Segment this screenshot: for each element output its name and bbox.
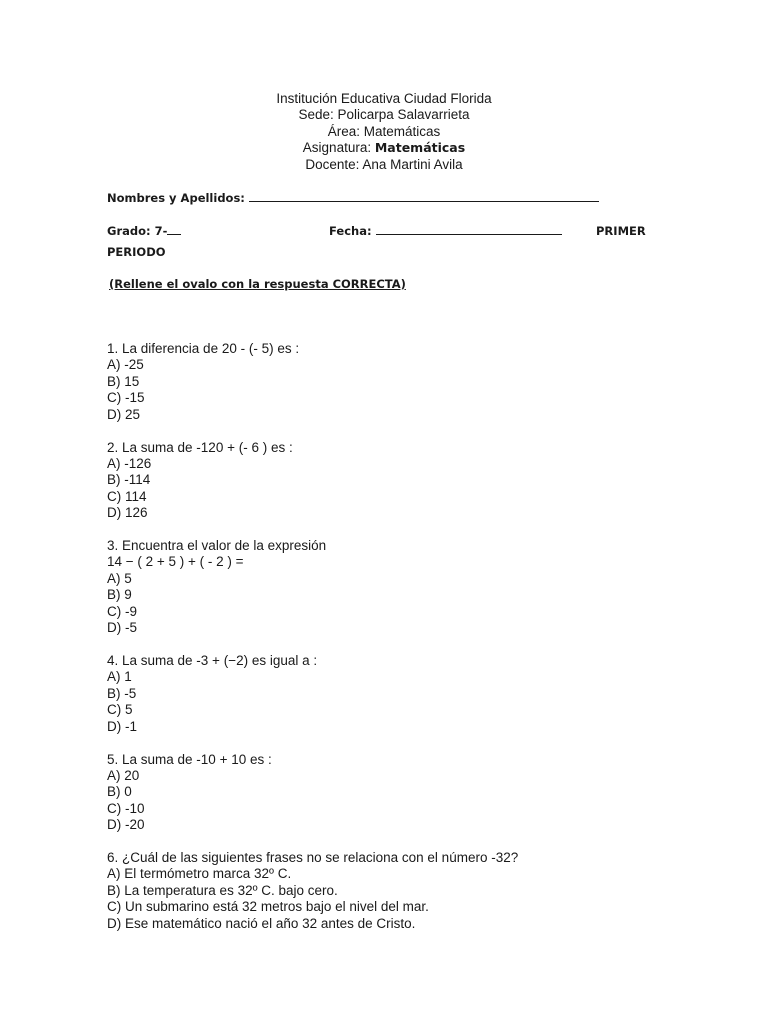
option-c[interactable]: C) -10	[107, 800, 145, 816]
question-text: 5. La suma de -10 + 10 es :	[107, 751, 272, 767]
option-d[interactable]: D) -5	[107, 620, 137, 636]
periodo-line-2: PERIODO	[107, 245, 166, 259]
option-c[interactable]: C) 5	[107, 702, 133, 718]
area-line: Área: Matemáticas	[327, 123, 441, 139]
option-b[interactable]: B) 9	[107, 587, 132, 603]
option-a[interactable]: A) El termómetro marca 32º C.	[107, 866, 292, 882]
asignatura-value: Matemáticas	[374, 140, 466, 156]
option-b[interactable]: B) -5	[107, 685, 137, 701]
instruction-text: (Rellene el ovalo con la respuesta CORRECTA)	[109, 277, 406, 291]
asignatura-line	[0, 140, 768, 156]
grado-label: Grado: 7-	[107, 224, 168, 238]
question-5	[107, 752, 727, 834]
sede-line: Sede: Policarpa Salavarrieta	[298, 107, 470, 123]
fecha-field	[329, 224, 562, 238]
asignatura-label: Asignatura:	[302, 140, 375, 156]
fecha-blank-line[interactable]	[376, 224, 562, 235]
option-d[interactable]: D) 126	[107, 505, 148, 521]
periodo-line-1: PRIMER	[596, 224, 646, 238]
docente-line: Docente: Ana Martini Avila	[305, 156, 463, 172]
question-text: 4. La suma de -3 + (−2) es igual a :	[107, 653, 318, 668]
names-label: Nombres y Apellidos:	[107, 191, 249, 205]
question-text: 2. La suma de -120 + (- 6 ) es :	[107, 439, 293, 455]
question-text: 1. La diferencia de 20 - (- 5) es :	[107, 341, 300, 356]
option-c[interactable]: C) 114	[107, 488, 147, 504]
question-text: 6. ¿Cuál de las siguientes frases no se relaciona con el número -32?	[107, 850, 519, 866]
option-b[interactable]: B) 0	[107, 784, 132, 800]
option-d[interactable]: D) -20	[107, 817, 145, 833]
document-header	[0, 91, 768, 173]
option-a[interactable]: A) 1	[107, 669, 132, 685]
question-6	[107, 850, 727, 932]
option-a[interactable]: A) 20	[107, 767, 140, 783]
option-d[interactable]: D) 25	[107, 406, 141, 422]
option-a[interactable]: A) 5	[107, 570, 132, 586]
option-a[interactable]: A) -126	[107, 455, 152, 471]
option-d[interactable]: D) Ese matemático nació el año 32 antes de Cristo.	[107, 915, 416, 931]
question-1	[107, 341, 727, 423]
question-4	[107, 653, 727, 735]
option-b[interactable]: B) -114	[107, 472, 151, 488]
option-d[interactable]: D) -1	[107, 718, 137, 734]
names-blank-line[interactable]	[249, 191, 599, 202]
institution-name: Institución Educativa Ciudad Florida	[276, 91, 492, 106]
option-c[interactable]: C) Un submarino está 32 metros bajo el nivel del mar.	[107, 899, 429, 915]
option-b[interactable]: B) La temperatura es 32º C. bajo cero.	[107, 882, 338, 898]
option-b[interactable]: B) 15	[107, 373, 140, 389]
fecha-label: Fecha:	[329, 224, 376, 238]
question-2	[107, 440, 727, 522]
question-text: 3. Encuentra el valor de la expresión	[107, 538, 327, 554]
names-field	[107, 191, 599, 205]
grado-blank-line[interactable]	[167, 224, 181, 235]
option-c[interactable]: C) -15	[107, 390, 145, 406]
grado-field	[107, 224, 181, 238]
option-a[interactable]: A) -25	[107, 357, 144, 373]
question-3	[107, 538, 727, 636]
option-c[interactable]: C) -9	[107, 603, 137, 619]
question-list	[107, 341, 727, 949]
question-expression: 14 − ( 2 + 5 ) + ( - 2 ) =	[107, 554, 244, 570]
